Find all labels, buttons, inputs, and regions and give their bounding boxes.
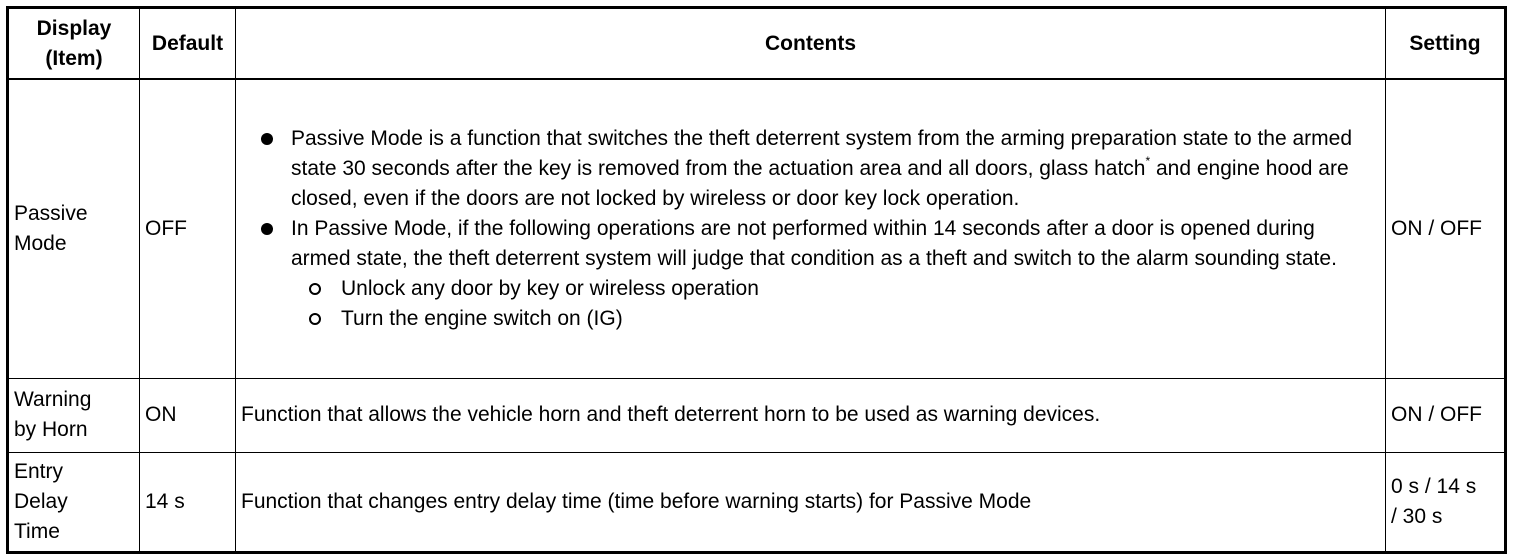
warning-by-horn-item-line1: Warning (14, 388, 92, 411)
entry-delay-time-setting-line1: 0 s / 14 s (1391, 474, 1477, 498)
passive-mode-bullet-1-text-b: and engine hood are closed, even if the doors are not locked by wireless or door key lock operation. (291, 156, 1349, 210)
passive-mode-setting: ON / OFF (1386, 79, 1506, 378)
passive-mode-bullet-1 (241, 124, 1380, 214)
entry-delay-time-item (8, 452, 140, 552)
customize-settings-table (6, 6, 1507, 554)
header-setting: Setting (1386, 8, 1506, 80)
bullet-dot-icon (261, 133, 273, 145)
entry-delay-time-item-line1: Entry (14, 459, 64, 483)
header-display-line2: (Item) (45, 46, 103, 70)
passive-mode-bullet-2-text: In Passive Mode, if the following operations are not performed within 14 seconds after a door is opened during armed state, the theft deterrent system will judge that condition as a theft and switch to the alarm sounding state. (291, 216, 1337, 270)
entry-delay-time-setting (1386, 452, 1506, 552)
row-entry-delay-time (8, 452, 1506, 552)
open-circle-bullet-icon (309, 283, 321, 295)
open-circle-bullet-icon (309, 313, 321, 325)
passive-mode-item-line2: Mode (14, 231, 67, 255)
row-warning-by-horn (8, 378, 1506, 452)
passive-mode-item-line1: Passive (14, 201, 88, 225)
entry-delay-time-item-line2: Delay (14, 489, 68, 513)
entry-delay-time-setting-line2: / 30 s (1391, 504, 1443, 528)
passive-mode-sub-item (291, 274, 1380, 304)
header-display-item (8, 8, 140, 80)
passive-mode-bullet-2 (241, 214, 1380, 334)
header-default: Default (140, 8, 236, 80)
warning-by-horn-contents: Function that allows the vehicle horn and theft deterrent horn to be used as warning devices. (236, 378, 1386, 452)
header-display-line1: Display (36, 16, 112, 40)
passive-mode-sub-item-text: Unlock any door by key or wireless operation (341, 276, 759, 300)
bullet-dot-icon (261, 223, 273, 235)
footnote-asterisk: * (1145, 153, 1151, 168)
entry-delay-time-default: 14 s (140, 452, 236, 552)
entry-delay-time-contents: Function that changes entry delay time (time before warning starts) for Passive Mode (236, 452, 1386, 552)
passive-mode-contents (236, 79, 1386, 378)
passive-mode-sub-item-text: Turn the engine switch on (IG) (341, 306, 623, 330)
passive-mode-item (8, 79, 140, 378)
passive-mode-sub-list (291, 274, 1380, 334)
warning-by-horn-default: ON (140, 378, 236, 452)
row-passive-mode (8, 79, 1506, 378)
header-row (8, 8, 1506, 80)
warning-by-horn-setting: ON / OFF (1386, 378, 1506, 452)
passive-mode-bullet-1-text-a: Passive Mode is a function that switches the theft deterrent system from the arming preparation state to the armed state 30 seconds after the key is removed from the actuation area and all doors, glass hatch (291, 126, 1353, 180)
warning-by-horn-item-line2: by Horn (14, 418, 88, 441)
passive-mode-bullet-list (241, 124, 1380, 334)
entry-delay-time-item-line3: Time (14, 519, 60, 543)
header-contents: Contents (236, 8, 1386, 80)
passive-mode-sub-item (291, 304, 1380, 334)
passive-mode-default: OFF (140, 79, 236, 378)
warning-by-horn-item (8, 378, 140, 452)
settings-table-container (6, 6, 1507, 554)
